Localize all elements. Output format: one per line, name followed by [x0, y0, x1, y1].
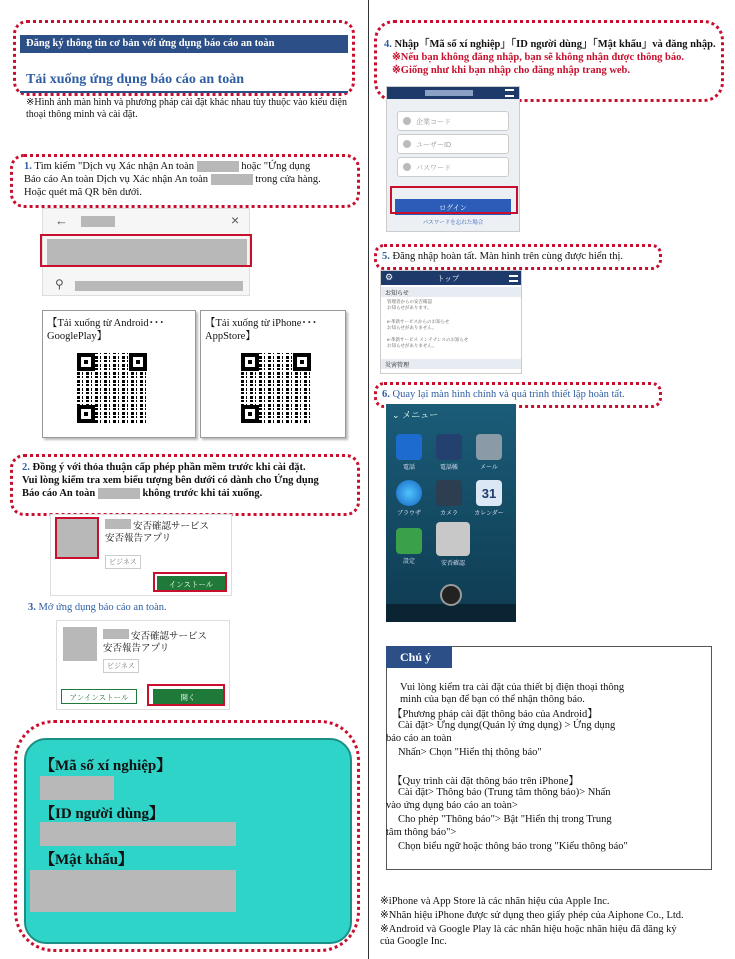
caution-title	[386, 646, 452, 668]
step2-text	[22, 461, 358, 500]
app-category: ビジネス	[105, 555, 141, 569]
step5-text	[382, 251, 623, 262]
search-icon: ⚲	[55, 277, 64, 291]
contacts-app-label: 電話帳	[439, 465, 458, 471]
iphone-download-box	[200, 310, 346, 438]
user-id-field[interactable]: ユーザーID	[397, 134, 509, 154]
step2-line3b: không trước khi tải xuống.	[142, 488, 263, 499]
search-bar-fill	[75, 281, 243, 291]
step6-label: Quay lại màn hình chính và quá trình thiết lập hoàn tất.	[392, 389, 625, 400]
section-notice: お知らせ	[381, 287, 522, 297]
step1-line1a: Tìm kiếm "Dịch vụ Xác nhận An toàn	[34, 161, 195, 172]
app-name-2b: 安否報告アプリ	[103, 643, 170, 654]
caution-line-2: minh của bạn để bạn có thể nhận thông báo.	[400, 694, 585, 705]
step4-warn1: ※Nếu bạn không đăng nhập, bạn sẽ không nhận được thông báo.	[392, 52, 684, 63]
user-id-label: 【ID người dùng】	[40, 806, 165, 822]
android-qr-code[interactable]	[77, 353, 147, 423]
step2-line1: Đồng ý với thỏa thuận cấp phép phần mềm trước khi cài đặt.	[32, 462, 306, 473]
step1-line2b: trong cửa hàng.	[255, 174, 321, 185]
step5-label: Đăng nhập hoàn tất. Màn hình trên cùng được hiển thị.	[392, 251, 624, 262]
mail-app-icon[interactable]	[476, 434, 502, 460]
step5-num: 5.	[382, 251, 390, 262]
caution-line-10: Cho phép "Thông báo"> Bật "Hiển thị trong Trung	[398, 814, 612, 825]
caution-line-6: Nhấn> Chọn "Hiển thị thông báo"	[398, 747, 542, 758]
search-result-frame	[40, 234, 252, 267]
notice-item-3[interactable]	[387, 337, 517, 349]
company-code-field[interactable]: 企業コード	[397, 111, 509, 131]
step1-text	[24, 160, 359, 199]
uninstall-button[interactable]: アンインストール	[61, 689, 137, 704]
calendar-day: 31	[481, 486, 497, 501]
app-name-2: 安否報告アプリ	[105, 533, 172, 544]
caution-line-7: 【Quy trình cài đặt thông báo trên iPhone】	[392, 776, 579, 787]
password-label: 【Mật khẩu】	[40, 852, 133, 868]
iphone-qr-code[interactable]	[241, 353, 311, 423]
login-header-title	[425, 90, 473, 96]
footer-line-4: của Google Inc.	[380, 936, 447, 947]
password-field[interactable]: パスワード	[397, 157, 509, 177]
caution-line-3: 【Phương pháp cài đặt thông báo của Android】	[392, 709, 598, 720]
top-screen-mock	[380, 270, 522, 374]
step6-num: 6.	[382, 389, 390, 400]
step1-line3: Hoặc quét mã QR bên dưới.	[24, 187, 142, 198]
home-dock	[386, 604, 516, 622]
safety-app-icon[interactable]	[436, 522, 470, 556]
app-icon-frame	[55, 517, 99, 559]
notice-item-3a: e-革新サービス メンテナンスのお知らせ	[387, 337, 469, 342]
footer-line-1: ※iPhone và App Store là các nhãn hiệu của Apple Inc.	[380, 896, 610, 907]
iphone-label: 【Tải xuống từ iPhone･･･AppStore】	[205, 318, 318, 342]
app-name-1: 安否確認サービス	[133, 521, 210, 532]
step3-label: Mở ứng dụng báo cáo an toàn.	[38, 602, 167, 613]
credentials-panel	[24, 738, 352, 944]
forgot-password-link[interactable]: パスワードを忘れた場合	[422, 220, 484, 226]
calendar-app-label: カレンダー	[474, 511, 504, 517]
search-term	[81, 216, 115, 227]
caution-line-1: Vui lòng kiểm tra cài đặt của thiết bị điện thoại thông	[400, 682, 625, 693]
browser-app-icon[interactable]	[396, 480, 422, 506]
step1-line1b: hoặc "Ứng dụng	[241, 161, 311, 172]
column-divider	[368, 0, 369, 959]
notice-item-2b: お知らせがありません。	[387, 325, 437, 330]
step1-line2a: Báo cáo An toàn Dịch vụ Xác nhận An toàn	[24, 174, 208, 185]
step1-num: 1.	[24, 161, 32, 172]
caution-line-8: Cài đặt> Thông báo (Trung tâm thông báo)> Nhấn	[398, 787, 611, 798]
download-title: Tải xuống ứng dụng báo cáo an toàn	[26, 72, 245, 87]
caution-line-4: Cài đặt> Ứng dụng(Quản lý ứng dụng) > Ứng dụng	[398, 720, 616, 731]
step4-text	[384, 38, 720, 77]
section-disaster: 災害管理	[381, 359, 522, 369]
settings-app-icon[interactable]	[396, 528, 422, 554]
notice-item-1a: 管理者からの安否確認	[387, 299, 432, 304]
chevron-down-icon: ⌄	[392, 410, 400, 420]
browser-app-label: ブラウザ	[396, 511, 421, 517]
open-button[interactable]: 開く	[153, 689, 223, 704]
notice-item-3b: お知らせがありません。	[387, 343, 437, 348]
step6-text	[382, 389, 625, 400]
notice-item-1b: お知らせがあります。	[387, 305, 432, 310]
caution-line-12: Chọn biểu ngữ hoặc thông báo trong "Kiểu thông báo"	[398, 841, 628, 852]
step4-num: 4.	[384, 39, 392, 50]
install-button-frame	[153, 572, 227, 592]
step2-line3a: Báo cáo An toàn	[22, 488, 96, 499]
close-icon[interactable]: ×	[231, 212, 240, 228]
company-code-value	[40, 776, 114, 800]
notice-item-2[interactable]	[387, 319, 517, 331]
safety-app-label: 安否確認	[440, 561, 465, 567]
redacted-1	[197, 161, 239, 172]
caution-title-text: Chú ý	[400, 650, 432, 664]
dock-clock-icon[interactable]	[440, 584, 462, 606]
app-category-2: ビジネス	[103, 659, 139, 673]
camera-app-icon[interactable]	[436, 480, 462, 506]
android-label: 【Tải xuống từ Android･･･GooglePlay】	[47, 318, 165, 342]
user-id-value	[40, 822, 236, 846]
phone-app-icon[interactable]	[396, 434, 422, 460]
calendar-app-icon[interactable]	[476, 480, 502, 506]
back-icon[interactable]: ←	[55, 213, 68, 228]
caution-line-5: báo cáo an toàn	[386, 733, 452, 744]
install-button[interactable]: インストール	[157, 576, 225, 591]
contacts-app-icon[interactable]	[436, 434, 462, 460]
top-menu-icon[interactable]	[509, 275, 518, 282]
home-menu-label	[392, 408, 438, 421]
home-menu-text: メニュー	[402, 410, 439, 420]
step4-warn2: ※Giống như khi bạn nhập cho đăng nhập trang web.	[392, 65, 631, 76]
gear-icon[interactable]: ⚙	[385, 272, 394, 282]
menu-icon[interactable]	[505, 89, 514, 97]
open-button-frame	[147, 684, 225, 706]
step2-num: 2.	[22, 462, 30, 473]
footer-line-2: ※Nhãn hiệu iPhone được sử dụng theo giấy phép của Aiphone Co., Ltd.	[380, 910, 684, 921]
redacted-2	[211, 174, 253, 185]
phone-app-label: 電話	[402, 465, 415, 471]
company-code-label: 【Mã số xí nghiệp】	[40, 758, 172, 774]
step4-label: Nhập「Mã số xí nghiệp」「ID người dùng」「Mật khẩu」và đăng nhập.	[394, 39, 716, 50]
android-download-box	[42, 310, 196, 438]
mail-app-label: メール	[480, 465, 498, 471]
app-icon-placeholder-2	[63, 627, 97, 661]
app-name-redacted	[105, 519, 131, 529]
title-underline	[20, 91, 348, 93]
download-note: ※Hình ảnh màn hình và phương pháp cài đặt khác nhau tùy thuộc vào kiểu điện thoại thông minh và cài đặt.	[26, 97, 347, 120]
login-button[interactable]: ログイン	[395, 199, 511, 215]
app-name-redacted-2	[103, 629, 129, 639]
footer-line-3: ※Android và Google Play là các nhãn hiệu hoặc nhãn hiệu đã đăng ký	[380, 924, 677, 935]
caution-line-9: vào ứng dụng báo cáo an toàn>	[386, 800, 518, 811]
notice-item-2a: e-革新サービスからのお知らせ	[387, 319, 450, 324]
settings-app-label: 設定	[402, 559, 415, 565]
step3-text	[28, 602, 167, 613]
app-name-1b: 安否確認サービス	[131, 631, 208, 642]
top-title: トップ	[437, 274, 460, 283]
redacted-3	[98, 488, 140, 499]
caution-line-11: tâm thông báo">	[386, 827, 457, 838]
notice-item-1[interactable]	[387, 299, 517, 311]
camera-app-label: カメラ	[439, 511, 458, 517]
banner-text: Đăng ký thông tin cơ bản với ứng dụng báo cáo an toàn	[26, 38, 275, 49]
password-value	[30, 870, 236, 912]
banner	[20, 35, 348, 53]
step3-num: 3.	[28, 602, 36, 613]
login-button-frame	[390, 186, 518, 214]
step2-line2: Vui lòng kiểm tra xem biểu tượng bên dưới có dành cho Ứng dụng	[22, 475, 319, 486]
home-screen-mock	[386, 404, 516, 622]
